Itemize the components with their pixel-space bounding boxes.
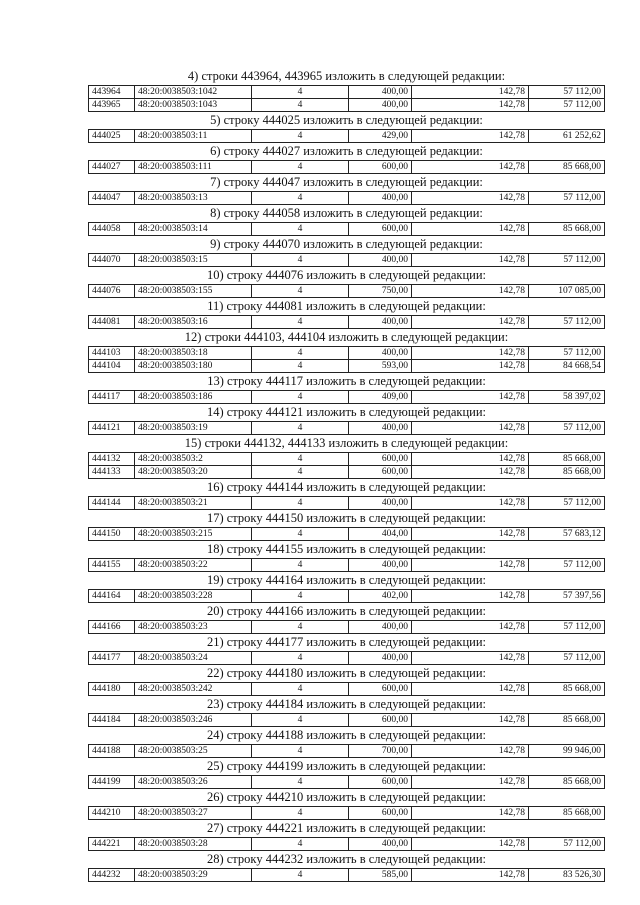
table-cell: 48:20:0038503:28 — [135, 838, 252, 851]
amendment-table — [88, 253, 605, 267]
table-cell: 142,78 — [412, 254, 529, 267]
amendment-heading: 10) строку 444076 изложить в следующей редакции: — [206, 268, 487, 282]
table-cell: 400,00 — [349, 838, 412, 851]
amendment-table — [88, 421, 605, 435]
table-cell: 57 112,00 — [529, 621, 605, 634]
table-cell: 48:20:0038503:27 — [135, 807, 252, 820]
table-cell: 48:20:0038503:13 — [135, 192, 252, 205]
table-cell: 4 — [252, 360, 349, 373]
table-cell: 600,00 — [349, 807, 412, 820]
table-cell: 48:20:0038503:1042 — [135, 86, 252, 99]
table-cell: 4 — [252, 528, 349, 541]
table-cell: 57 112,00 — [529, 316, 605, 329]
table-cell: 83 526,30 — [529, 869, 605, 882]
amendment-table — [88, 775, 605, 789]
amendment-table — [88, 222, 605, 236]
table-cell: 142,78 — [412, 621, 529, 634]
table-cell: 142,78 — [412, 807, 529, 820]
table-cell: 444221 — [89, 838, 135, 851]
table-cell: 593,00 — [349, 360, 412, 373]
amendment-table — [88, 713, 605, 727]
amendment-table — [88, 744, 605, 758]
table-row — [89, 161, 605, 174]
table-cell: 600,00 — [349, 683, 412, 696]
table-cell: 400,00 — [349, 652, 412, 665]
table-cell: 444177 — [89, 652, 135, 665]
table-row — [89, 466, 605, 479]
table-row — [89, 869, 605, 882]
table-cell: 400,00 — [349, 621, 412, 634]
table-row — [89, 254, 605, 267]
table-cell: 443965 — [89, 99, 135, 112]
amendment-heading: 11) строку 444081 изложить в следующей редакции: — [207, 299, 486, 313]
amendment-table — [88, 496, 605, 510]
table-row — [89, 99, 605, 112]
table-row — [89, 391, 605, 404]
table-cell: 444180 — [89, 683, 135, 696]
table-cell: 142,78 — [412, 285, 529, 298]
table-cell: 4 — [252, 130, 349, 143]
amendment-table — [88, 452, 605, 479]
table-row — [89, 453, 605, 466]
table-cell: 444076 — [89, 285, 135, 298]
table-cell: 99 946,00 — [529, 745, 605, 758]
table-cell: 142,78 — [412, 745, 529, 758]
table-cell: 85 668,00 — [529, 776, 605, 789]
table-cell: 444070 — [89, 254, 135, 267]
table-cell: 142,78 — [412, 590, 529, 603]
table-cell: 48:20:0038503:26 — [135, 776, 252, 789]
table-cell: 600,00 — [349, 776, 412, 789]
table-cell: 48:20:0038503:29 — [135, 869, 252, 882]
table-row — [89, 590, 605, 603]
table-cell: 57 112,00 — [529, 559, 605, 572]
table-cell: 400,00 — [349, 192, 412, 205]
table-cell: 444081 — [89, 316, 135, 329]
table-cell: 4 — [252, 391, 349, 404]
table-row — [89, 285, 605, 298]
table-cell: 444155 — [89, 559, 135, 572]
amendment-table — [88, 868, 605, 882]
table-cell: 4 — [252, 316, 349, 329]
table-row — [89, 86, 605, 99]
amendment-heading: 8) строку 444058 изложить в следующей редакции: — [210, 206, 483, 220]
table-cell: 4 — [252, 99, 349, 112]
table-cell: 142,78 — [412, 869, 529, 882]
amendment-heading: 15) строки 444132, 444133 изложить в следующей редакции: — [184, 436, 509, 450]
table-cell: 444144 — [89, 497, 135, 510]
table-row — [89, 683, 605, 696]
amendment-heading: 9) строку 444070 изложить в следующей редакции: — [210, 237, 483, 251]
amendment-heading: 24) строку 444188 изложить в следующей редакции: — [206, 728, 487, 742]
table-cell: 444188 — [89, 745, 135, 758]
table-cell: 48:20:0038503:242 — [135, 683, 252, 696]
table-cell: 57 112,00 — [529, 838, 605, 851]
amendment-table — [88, 527, 605, 541]
table-cell: 142,78 — [412, 316, 529, 329]
table-cell: 4 — [252, 807, 349, 820]
table-cell: 48:20:0038503:2 — [135, 453, 252, 466]
table-cell: 4 — [252, 422, 349, 435]
table-cell: 4 — [252, 590, 349, 603]
table-cell: 48:20:0038503:1043 — [135, 99, 252, 112]
table-cell: 4 — [252, 869, 349, 882]
table-cell: 84 668,54 — [529, 360, 605, 373]
table-cell: 444103 — [89, 347, 135, 360]
table-cell: 4 — [252, 776, 349, 789]
amendment-table — [88, 837, 605, 851]
amendment-table — [88, 558, 605, 572]
amendment-heading: 27) строку 444221 изложить в следующей редакции: — [206, 821, 487, 835]
table-cell: 142,78 — [412, 360, 529, 373]
table-cell: 142,78 — [412, 528, 529, 541]
table-cell: 48:20:0038503:246 — [135, 714, 252, 727]
table-cell: 58 397,02 — [529, 391, 605, 404]
table-cell: 142,78 — [412, 683, 529, 696]
table-cell: 444027 — [89, 161, 135, 174]
table-cell: 600,00 — [349, 223, 412, 236]
table-cell: 142,78 — [412, 453, 529, 466]
table-row — [89, 559, 605, 572]
table-cell: 85 668,00 — [529, 683, 605, 696]
table-row — [89, 347, 605, 360]
table-cell: 142,78 — [412, 714, 529, 727]
table-cell: 4 — [252, 745, 349, 758]
table-cell: 142,78 — [412, 422, 529, 435]
table-cell: 4 — [252, 838, 349, 851]
table-cell: 4 — [252, 497, 349, 510]
amendment-table — [88, 390, 605, 404]
amendment-table — [88, 85, 605, 112]
table-cell: 444166 — [89, 621, 135, 634]
table-row — [89, 316, 605, 329]
table-cell: 48:20:0038503:11 — [135, 130, 252, 143]
table-cell: 48:20:0038503:15 — [135, 254, 252, 267]
table-cell: 4 — [252, 714, 349, 727]
table-cell: 107 085,00 — [529, 285, 605, 298]
table-cell: 142,78 — [412, 838, 529, 851]
table-cell: 85 668,00 — [529, 223, 605, 236]
table-cell: 600,00 — [349, 453, 412, 466]
table-cell: 142,78 — [412, 559, 529, 572]
amendment-heading: 19) строку 444164 изложить в следующей редакции: — [206, 573, 487, 587]
table-cell: 4 — [252, 621, 349, 634]
table-cell: 142,78 — [412, 391, 529, 404]
amendment-heading: 14) строку 444121 изложить в следующей редакции: — [206, 405, 487, 419]
table-cell: 4 — [252, 161, 349, 174]
amendment-heading: 21) строку 444177 изложить в следующей редакции: — [206, 635, 487, 649]
table-cell: 444104 — [89, 360, 135, 373]
table-cell: 4 — [252, 223, 349, 236]
table-row — [89, 621, 605, 634]
amendment-table — [88, 682, 605, 696]
table-cell: 400,00 — [349, 559, 412, 572]
table-cell: 585,00 — [349, 869, 412, 882]
table-cell: 142,78 — [412, 466, 529, 479]
amendment-heading: 6) строку 444027 изложить в следующей редакции: — [210, 144, 483, 158]
table-row — [89, 745, 605, 758]
table-cell: 142,78 — [412, 776, 529, 789]
table-cell: 48:20:0038503:180 — [135, 360, 252, 373]
table-cell: 48:20:0038503:228 — [135, 590, 252, 603]
amendment-table — [88, 589, 605, 603]
table-cell: 444121 — [89, 422, 135, 435]
table-cell: 4 — [252, 192, 349, 205]
table-cell: 444232 — [89, 869, 135, 882]
table-cell: 443964 — [89, 86, 135, 99]
amendment-table — [88, 191, 605, 205]
table-cell: 142,78 — [412, 497, 529, 510]
table-row — [89, 807, 605, 820]
amendment-table — [88, 620, 605, 634]
amendment-table — [88, 160, 605, 174]
table-row — [89, 528, 605, 541]
table-cell: 57 112,00 — [529, 652, 605, 665]
table-row — [89, 714, 605, 727]
table-cell: 142,78 — [412, 99, 529, 112]
table-cell: 444199 — [89, 776, 135, 789]
table-row — [89, 130, 605, 143]
table-cell: 600,00 — [349, 161, 412, 174]
table-cell: 48:20:0038503:111 — [135, 161, 252, 174]
table-cell: 444117 — [89, 391, 135, 404]
table-cell: 700,00 — [349, 745, 412, 758]
table-cell: 4 — [252, 453, 349, 466]
table-cell: 444132 — [89, 453, 135, 466]
table-cell: 4 — [252, 347, 349, 360]
table-row — [89, 360, 605, 373]
table-cell: 400,00 — [349, 316, 412, 329]
table-cell: 4 — [252, 254, 349, 267]
amendment-heading: 7) строку 444047 изложить в следующей редакции: — [210, 175, 483, 189]
table-cell: 48:20:0038503:16 — [135, 316, 252, 329]
table-cell: 57 112,00 — [529, 192, 605, 205]
amendment-table — [88, 315, 605, 329]
table-cell: 142,78 — [412, 223, 529, 236]
table-cell: 48:20:0038503:155 — [135, 285, 252, 298]
table-cell: 48:20:0038503:23 — [135, 621, 252, 634]
table-cell: 4 — [252, 285, 349, 298]
table-cell: 600,00 — [349, 466, 412, 479]
amendment-table — [88, 346, 605, 373]
table-cell: 400,00 — [349, 422, 412, 435]
amendment-list — [88, 68, 605, 882]
table-cell: 57 112,00 — [529, 86, 605, 99]
table-cell: 4 — [252, 559, 349, 572]
amendment-heading: 12) строки 444103, 444104 изложить в следующей редакции: — [184, 330, 509, 344]
table-cell: 400,00 — [349, 347, 412, 360]
amendment-heading: 26) строку 444210 изложить в следующей редакции: — [206, 790, 487, 804]
table-cell: 400,00 — [349, 99, 412, 112]
table-cell: 142,78 — [412, 86, 529, 99]
table-cell: 444025 — [89, 130, 135, 143]
amendment-table — [88, 651, 605, 665]
table-cell: 444184 — [89, 714, 135, 727]
table-cell: 444150 — [89, 528, 135, 541]
table-cell: 429,00 — [349, 130, 412, 143]
table-cell: 48:20:0038503:19 — [135, 422, 252, 435]
table-cell: 85 668,00 — [529, 453, 605, 466]
table-row — [89, 422, 605, 435]
amendment-heading: 4) строки 443964, 443965 изложить в следующей редакции: — [187, 69, 506, 83]
table-cell: 85 668,00 — [529, 161, 605, 174]
amendment-heading: 16) строку 444144 изложить в следующей редакции: — [206, 480, 487, 494]
amendment-heading: 20) строку 444166 изложить в следующей редакции: — [206, 604, 487, 618]
table-cell: 142,78 — [412, 192, 529, 205]
amendment-heading: 17) строку 444150 изложить в следующей редакции: — [206, 511, 487, 525]
table-cell: 400,00 — [349, 86, 412, 99]
table-row — [89, 497, 605, 510]
table-cell: 4 — [252, 86, 349, 99]
table-row — [89, 223, 605, 236]
amendment-heading: 23) строку 444184 изложить в следующей редакции: — [206, 697, 487, 711]
table-cell: 85 668,00 — [529, 807, 605, 820]
amendment-table — [88, 806, 605, 820]
table-cell: 48:20:0038503:186 — [135, 391, 252, 404]
amendment-heading: 18) строку 444155 изложить в следующей редакции: — [206, 542, 487, 556]
table-cell: 444047 — [89, 192, 135, 205]
table-cell: 57 397,56 — [529, 590, 605, 603]
table-cell: 48:20:0038503:24 — [135, 652, 252, 665]
table-row — [89, 776, 605, 789]
table-cell: 48:20:0038503:22 — [135, 559, 252, 572]
table-cell: 85 668,00 — [529, 466, 605, 479]
table-cell: 48:20:0038503:215 — [135, 528, 252, 541]
table-cell: 57 112,00 — [529, 497, 605, 510]
table-cell: 444058 — [89, 223, 135, 236]
amendment-heading: 22) строку 444180 изложить в следующей редакции: — [206, 666, 487, 680]
table-cell: 444133 — [89, 466, 135, 479]
table-cell: 400,00 — [349, 497, 412, 510]
table-cell: 402,00 — [349, 590, 412, 603]
table-cell: 85 668,00 — [529, 714, 605, 727]
table-cell: 142,78 — [412, 161, 529, 174]
table-cell: 57 112,00 — [529, 347, 605, 360]
table-cell: 57 112,00 — [529, 99, 605, 112]
table-cell: 48:20:0038503:21 — [135, 497, 252, 510]
amendment-table — [88, 129, 605, 143]
table-cell: 4 — [252, 683, 349, 696]
table-row — [89, 838, 605, 851]
table-cell: 600,00 — [349, 714, 412, 727]
table-row — [89, 652, 605, 665]
table-cell: 142,78 — [412, 130, 529, 143]
table-cell: 48:20:0038503:14 — [135, 223, 252, 236]
table-cell: 61 252,62 — [529, 130, 605, 143]
table-cell: 57 112,00 — [529, 254, 605, 267]
amendment-table — [88, 284, 605, 298]
amendment-heading: 28) строку 444232 изложить в следующей редакции: — [206, 852, 487, 866]
table-cell: 4 — [252, 652, 349, 665]
table-cell: 750,00 — [349, 285, 412, 298]
table-cell: 400,00 — [349, 254, 412, 267]
table-row — [89, 192, 605, 205]
table-cell: 444210 — [89, 807, 135, 820]
table-cell: 4 — [252, 466, 349, 479]
table-cell: 48:20:0038503:25 — [135, 745, 252, 758]
table-cell: 142,78 — [412, 347, 529, 360]
table-cell: 48:20:0038503:18 — [135, 347, 252, 360]
amendment-heading: 5) строку 444025 изложить в следующей редакции: — [210, 113, 483, 127]
table-cell: 57 112,00 — [529, 422, 605, 435]
table-cell: 409,00 — [349, 391, 412, 404]
table-cell: 48:20:0038503:20 — [135, 466, 252, 479]
table-cell: 142,78 — [412, 652, 529, 665]
table-cell: 404,00 — [349, 528, 412, 541]
table-cell: 444164 — [89, 590, 135, 603]
table-cell: 57 683,12 — [529, 528, 605, 541]
amendment-heading: 25) строку 444199 изложить в следующей редакции: — [206, 759, 487, 773]
amendment-heading: 13) строку 444117 изложить в следующей редакции: — [207, 374, 486, 388]
